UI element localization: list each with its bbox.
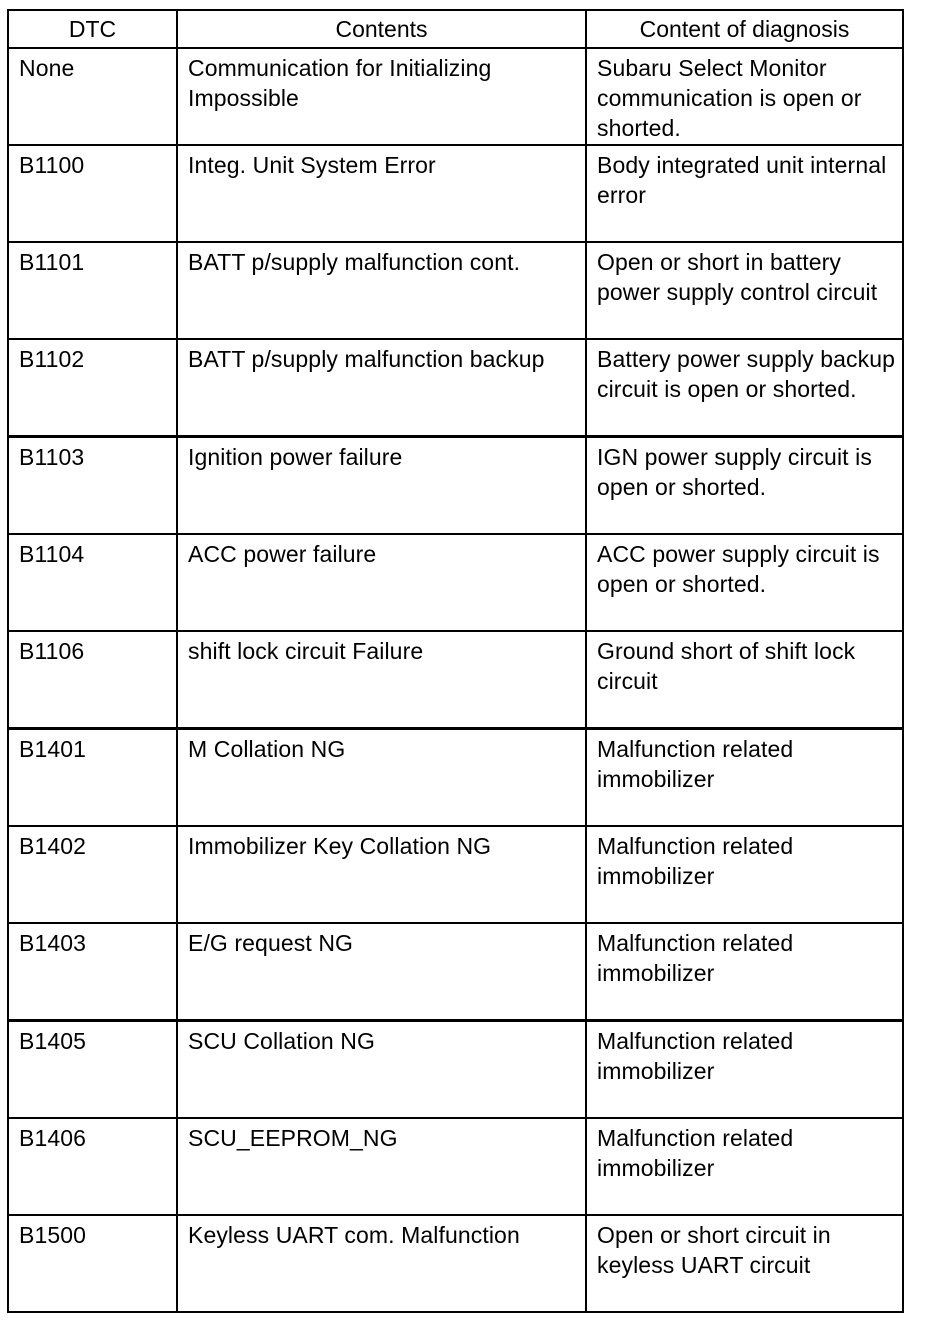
dtc-contents: M Collation NG xyxy=(188,736,346,762)
dtc-contents: Integ. Unit System Error xyxy=(188,152,436,178)
dtc-contents: SCU_EEPROM_NG xyxy=(188,1125,398,1151)
cell-contents xyxy=(177,1215,586,1312)
cell-contents xyxy=(177,534,586,631)
dtc-diagnosis: IGN power supply circuit is open or shorted. xyxy=(597,444,872,500)
dtc-diagnosis: Battery power supply backup circuit is open or shorted. xyxy=(597,346,896,402)
cell-dtc xyxy=(8,242,177,339)
dtc-diagnosis: ACC power supply circuit is open or shorted. xyxy=(597,541,880,597)
dtc-code: B1401 xyxy=(19,736,87,762)
cell-contents xyxy=(177,729,586,827)
dtc-diagnosis: Malfunction related immobilizer xyxy=(597,736,794,792)
dtc-diagnosis: Malfunction related immobilizer xyxy=(597,1125,794,1181)
dtc-contents: ACC power failure xyxy=(188,541,377,567)
cell-diagnosis xyxy=(586,145,903,242)
dtc-code: B1104 xyxy=(19,541,85,567)
dtc-code: B1100 xyxy=(19,152,85,178)
cell-diagnosis xyxy=(586,437,903,535)
dtc-diagnosis: Malfunction related immobilizer xyxy=(597,1028,794,1084)
cell-contents xyxy=(177,48,586,145)
dtc-contents: Keyless UART com. Malfunction xyxy=(188,1222,520,1248)
table-row xyxy=(8,145,903,242)
cell-dtc xyxy=(8,729,177,827)
cell-dtc xyxy=(8,1021,177,1119)
dtc-diagnosis: Subaru Select Monitor communication is open or shorted. xyxy=(597,55,862,141)
cell-dtc xyxy=(8,437,177,535)
header-dtc: DTC xyxy=(8,10,177,48)
dtc-code: B1500 xyxy=(19,1222,87,1248)
dtc-contents: shift lock circuit Failure xyxy=(188,638,424,664)
cell-dtc xyxy=(8,923,177,1021)
dtc-diagnosis: Open or short circuit in keyless UART circuit xyxy=(597,1222,831,1278)
cell-diagnosis xyxy=(586,242,903,339)
dtc-diagnosis: Open or short in battery power supply control circuit xyxy=(597,249,878,305)
cell-diagnosis xyxy=(586,48,903,145)
cell-contents xyxy=(177,826,586,923)
cell-diagnosis xyxy=(586,826,903,923)
header-diagnosis: Content of diagnosis xyxy=(586,10,903,48)
dtc-diagnosis: Malfunction related immobilizer xyxy=(597,833,794,889)
cell-dtc xyxy=(8,48,177,145)
cell-contents xyxy=(177,1021,586,1119)
dtc-diagnosis: Body integrated unit internal error xyxy=(597,152,887,208)
cell-dtc xyxy=(8,145,177,242)
dtc-contents: Communication for Initializing Impossible xyxy=(188,55,492,111)
cell-contents xyxy=(177,437,586,535)
dtc-contents: E/G request NG xyxy=(188,930,354,956)
dtc-diagnosis: Malfunction related immobilizer xyxy=(597,930,794,986)
table-header-row xyxy=(8,10,903,48)
dtc-code: B1405 xyxy=(19,1028,87,1054)
table-row xyxy=(8,631,903,729)
header-contents: Contents xyxy=(177,10,586,48)
cell-diagnosis xyxy=(586,923,903,1021)
table-row xyxy=(8,437,903,535)
cell-diagnosis xyxy=(586,534,903,631)
dtc-code: None xyxy=(19,55,75,81)
dtc-code: B1406 xyxy=(19,1125,87,1151)
table-row xyxy=(8,1215,903,1312)
table-row xyxy=(8,729,903,827)
cell-diagnosis xyxy=(586,1215,903,1312)
dtc-table xyxy=(7,9,904,1313)
dtc-contents: BATT p/supply malfunction backup xyxy=(188,346,545,372)
table-row xyxy=(8,1021,903,1119)
dtc-code: B1103 xyxy=(19,444,85,470)
cell-diagnosis xyxy=(586,631,903,729)
dtc-diagnosis: Ground short of shift lock circuit xyxy=(597,638,856,694)
table-row xyxy=(8,923,903,1021)
cell-diagnosis xyxy=(586,1118,903,1215)
cell-contents xyxy=(177,145,586,242)
table-row xyxy=(8,48,903,145)
cell-dtc xyxy=(8,631,177,729)
dtc-code: B1403 xyxy=(19,930,87,956)
cell-dtc xyxy=(8,1118,177,1215)
cell-contents xyxy=(177,631,586,729)
cell-contents xyxy=(177,923,586,1021)
dtc-code: B1106 xyxy=(19,638,85,664)
cell-contents xyxy=(177,1118,586,1215)
dtc-code: B1402 xyxy=(19,833,87,859)
cell-diagnosis xyxy=(586,1021,903,1119)
dtc-contents: Ignition power failure xyxy=(188,444,403,470)
table-row xyxy=(8,534,903,631)
dtc-code: B1101 xyxy=(19,249,85,275)
dtc-contents: SCU Collation NG xyxy=(188,1028,375,1054)
dtc-contents: BATT p/supply malfunction cont. xyxy=(188,249,521,275)
cell-contents xyxy=(177,339,586,437)
table-row xyxy=(8,242,903,339)
cell-dtc xyxy=(8,534,177,631)
cell-dtc xyxy=(8,1215,177,1312)
cell-diagnosis xyxy=(586,729,903,827)
cell-contents xyxy=(177,242,586,339)
table-row xyxy=(8,826,903,923)
cell-dtc xyxy=(8,826,177,923)
dtc-contents: Immobilizer Key Collation NG xyxy=(188,833,492,859)
cell-diagnosis xyxy=(586,339,903,437)
dtc-code: B1102 xyxy=(19,346,85,372)
table-row xyxy=(8,339,903,437)
cell-dtc xyxy=(8,339,177,437)
table-row xyxy=(8,1118,903,1215)
